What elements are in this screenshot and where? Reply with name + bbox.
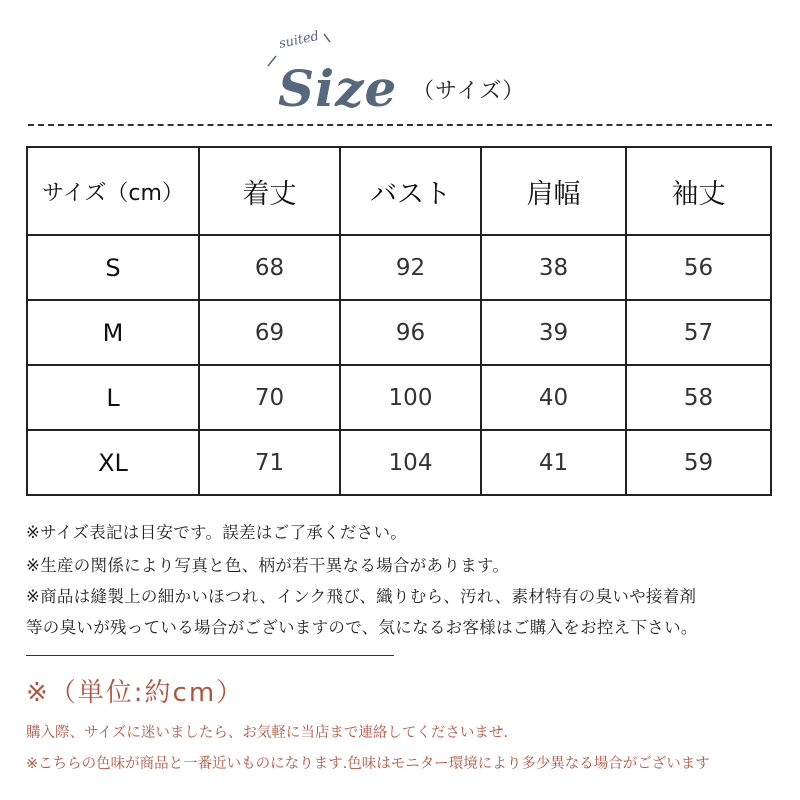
table-row — [27, 365, 771, 430]
sleeve-cell: 56 — [626, 235, 771, 300]
table-row — [27, 430, 771, 495]
note-line: ※商品は縫製上の細かいほつれ、インク飛び、織りむら、汚れ、素材特有の臭いや接着剤 — [26, 587, 697, 606]
table-header-row — [27, 147, 771, 235]
bust-cell: 92 — [340, 235, 481, 300]
solid-divider — [26, 655, 394, 656]
length-cell: 70 — [199, 365, 340, 430]
note-line: ※生産の関係により写真と色、柄が若干異なる場合があります。 — [26, 556, 510, 575]
header-bust: バスト — [340, 147, 481, 235]
size-logo — [262, 26, 412, 116]
note-line: 等の臭いが残っている場合がございますので、気になるお客様はご購入をお控え下さい。 — [26, 618, 698, 637]
header-length: 着丈 — [199, 147, 340, 235]
sleeve-cell: 57 — [626, 300, 771, 365]
length-cell: 69 — [199, 300, 340, 365]
logo-subtitle: （サイズ） — [412, 79, 526, 104]
bust-cell: 100 — [340, 365, 481, 430]
sleeve-cell: 59 — [626, 430, 771, 495]
header-shoulder: 肩幅 — [481, 147, 626, 235]
shoulder-cell: 39 — [481, 300, 626, 365]
bust-cell: 104 — [340, 430, 481, 495]
size-cell: S — [27, 235, 199, 300]
logo-main-text: Size — [278, 59, 398, 116]
table-row — [27, 300, 771, 365]
shoulder-cell: 41 — [481, 430, 626, 495]
red-note-line: ※こちらの色味が商品と一番近いものになります.色味はモニター環境により多少異なる場合がございます — [26, 756, 710, 772]
header-sleeve: 袖丈 — [626, 147, 771, 235]
sleeve-cell: 58 — [626, 365, 771, 430]
shoulder-cell: 40 — [481, 365, 626, 430]
note-line: ※サイズ表記は目安です。誤差はご了承ください。 — [26, 523, 408, 542]
bust-cell: 96 — [340, 300, 481, 365]
size-cell: M — [27, 300, 199, 365]
size-cell: L — [27, 365, 199, 430]
red-note-line: 購入際、サイズに迷いましたら、お気軽に当店まで連絡してくださいませ. — [26, 725, 508, 741]
shoulder-cell: 38 — [481, 235, 626, 300]
unit-title: ※（単位:約cm） — [26, 678, 245, 708]
dashed-divider — [28, 124, 772, 126]
size-cell: XL — [27, 430, 199, 495]
logo-small-text: suited — [277, 28, 321, 52]
size-table — [26, 146, 772, 496]
length-cell: 71 — [199, 430, 340, 495]
length-cell: 68 — [199, 235, 340, 300]
table-row — [27, 235, 771, 300]
header-size: サイズ（cm） — [27, 147, 199, 235]
